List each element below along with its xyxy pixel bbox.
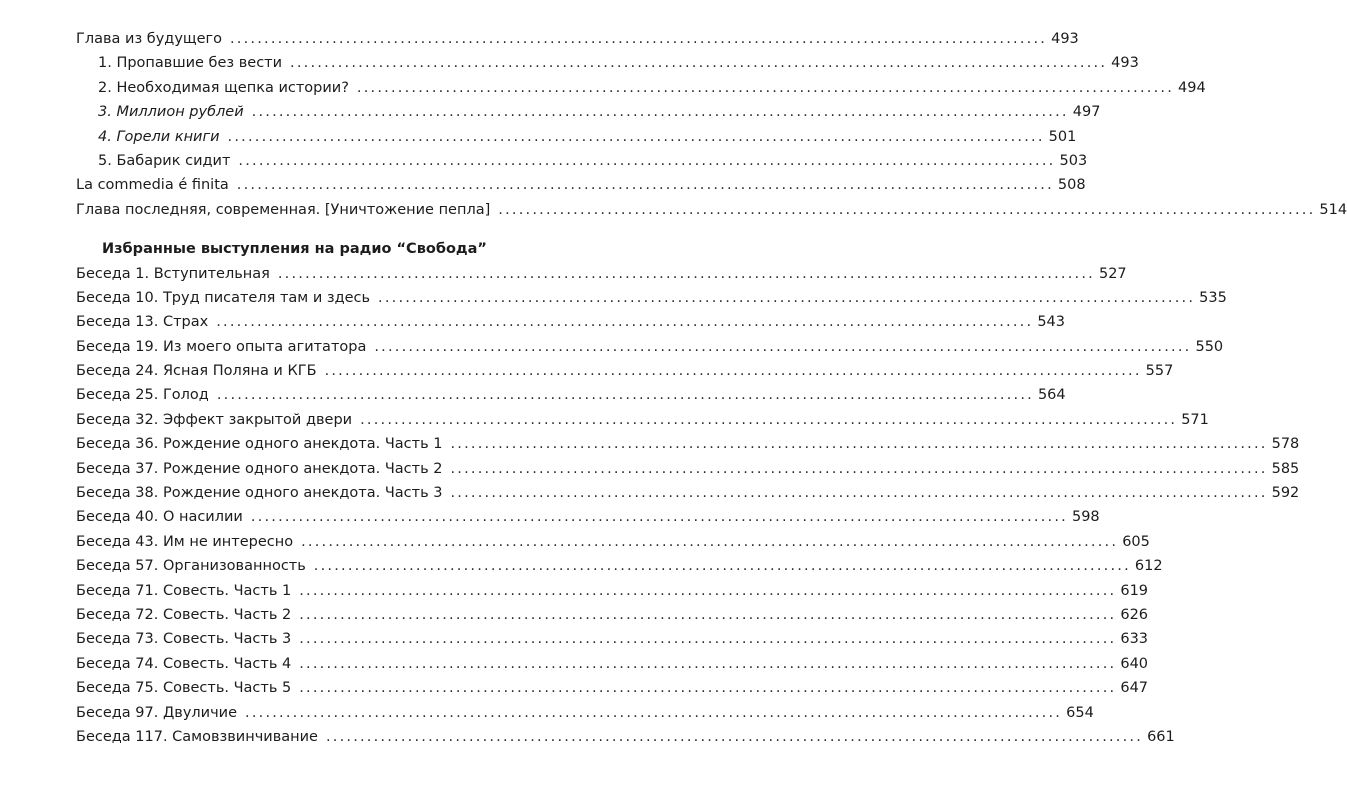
toc-entry bbox=[76, 198, 1347, 222]
page-number: 493 bbox=[1111, 55, 1139, 72]
page-number: 585 bbox=[1271, 460, 1300, 477]
dot-leader: ........................................................................................................................ bbox=[356, 79, 1175, 96]
toc-entry bbox=[76, 676, 1149, 700]
entry-title: 1. Пропавшие без вести bbox=[98, 55, 283, 72]
toc-entry bbox=[76, 173, 1086, 197]
page-number: 557 bbox=[1145, 363, 1174, 380]
dot-leader: ........................................................................................................................ bbox=[245, 704, 1063, 721]
entry-title: Беседа 32. Эффект закрытой двери bbox=[76, 411, 353, 428]
page-number: 494 bbox=[1178, 79, 1206, 96]
dot-leader: ........................................................................................................................ bbox=[299, 606, 1117, 623]
table-of-contents bbox=[76, 27, 1347, 749]
dot-leader: ........................................................................................................................ bbox=[250, 509, 1068, 526]
page-number: 647 bbox=[1120, 680, 1149, 697]
toc-part-1 bbox=[76, 27, 1347, 222]
toc-part-2 bbox=[76, 262, 1300, 750]
entry-title: Беседа 24. Ясная Поляна и КГБ bbox=[76, 363, 317, 380]
dot-leader: ........................................................................................................................ bbox=[229, 31, 1048, 47]
dot-leader: ........................................................................................................................ bbox=[450, 485, 1268, 502]
page-number: 535 bbox=[1199, 289, 1227, 306]
entry-title: Беседа 25. Голод bbox=[76, 387, 209, 404]
dot-leader: ........................................................................................................................ bbox=[238, 152, 1056, 169]
entry-title: Беседа 1. Вступительная bbox=[76, 265, 270, 282]
dot-leader: ........................................................................................................................ bbox=[378, 289, 1196, 306]
entry-title: Беседа 40. О насилии bbox=[76, 509, 243, 526]
dot-leader: ........................................................................................................................ bbox=[325, 728, 1144, 745]
dot-leader: ........................................................................................................................ bbox=[236, 177, 1054, 194]
page-number: 543 bbox=[1037, 314, 1065, 331]
entry-title: Беседа 97. Двуличие bbox=[76, 704, 238, 721]
page-number: 508 bbox=[1057, 177, 1086, 194]
section-heading: Избранные выступления на радио “Свобода” bbox=[102, 241, 487, 258]
page-number: 501 bbox=[1048, 128, 1077, 145]
toc-entry bbox=[76, 603, 1149, 627]
entry-title: Беседа 43. Им не интересно bbox=[76, 533, 294, 550]
page-number: 633 bbox=[1120, 631, 1149, 648]
dot-leader: ........................................................................................................................ bbox=[299, 680, 1117, 697]
page-number: 497 bbox=[1072, 104, 1101, 121]
entry-title: La commedia é finita bbox=[76, 177, 229, 194]
toc-entry bbox=[76, 457, 1300, 481]
toc-subentry bbox=[76, 125, 1077, 149]
dot-leader: ........................................................................................................................ bbox=[313, 558, 1131, 575]
entry-title: 5. Бабарик сидит bbox=[98, 152, 231, 169]
entry-title: Беседа 74. Совесть. Часть 4 bbox=[76, 655, 292, 672]
page-number: 564 bbox=[1037, 387, 1066, 404]
dot-leader: ........................................................................................................................ bbox=[360, 411, 1178, 428]
entry-title: 2. Необходимая щепка истории? bbox=[98, 79, 349, 96]
entry-title: Беседа 36. Рождение одного анекдота. Часть 1 bbox=[76, 436, 443, 453]
toc-entry bbox=[76, 652, 1149, 676]
entry-title: Глава последняя, современная. [Уничтожение пепла] bbox=[76, 201, 491, 218]
toc-entry bbox=[76, 579, 1149, 603]
toc-entry bbox=[76, 310, 1065, 334]
toc-subentry bbox=[76, 76, 1206, 100]
entry-title: Беседа 117. Самовзвинчивание bbox=[76, 728, 318, 745]
dot-leader: ........................................................................................................................ bbox=[498, 201, 1316, 218]
page-number: 598 bbox=[1071, 509, 1100, 526]
toc-entry bbox=[76, 530, 1150, 554]
page-number: 626 bbox=[1120, 606, 1149, 623]
page-number: 503 bbox=[1059, 152, 1088, 169]
page-number: 661 bbox=[1147, 728, 1175, 745]
entry-title: Беседа 37. Рождение одного анекдота. Часть 2 bbox=[76, 460, 443, 477]
page-number: 612 bbox=[1134, 558, 1163, 575]
entry-title: Беседа 71. Совесть. Часть 1 bbox=[76, 582, 292, 599]
page-number: 514 bbox=[1319, 201, 1347, 218]
dot-leader: ........................................................................................................................ bbox=[216, 314, 1034, 331]
toc-entry bbox=[76, 383, 1066, 407]
toc-subentry bbox=[76, 100, 1101, 124]
toc-entry bbox=[76, 554, 1163, 578]
toc-entry bbox=[76, 432, 1300, 456]
dot-leader: ........................................................................................................................ bbox=[299, 655, 1117, 672]
toc-entry bbox=[76, 701, 1094, 725]
page-number: 605 bbox=[1122, 533, 1150, 550]
entry-title: Беседа 75. Совесть. Часть 5 bbox=[76, 680, 292, 697]
entry-title: Беседа 19. Из моего опыта агитатора bbox=[76, 338, 367, 355]
page-number: 654 bbox=[1066, 704, 1094, 721]
page-number: 619 bbox=[1120, 582, 1149, 599]
entry-title: Глава из будущего bbox=[76, 31, 222, 47]
entry-title: Беседа 10. Труд писателя там и здесь bbox=[76, 289, 371, 306]
page-number: 592 bbox=[1271, 485, 1300, 502]
entry-title: Беседа 72. Совесть. Часть 2 bbox=[76, 606, 292, 623]
entry-title: 3. Миллион рублей bbox=[98, 104, 244, 121]
dot-leader: ........................................................................................................................ bbox=[290, 55, 1108, 72]
toc-entry bbox=[76, 27, 1079, 51]
toc-entry bbox=[76, 286, 1227, 310]
toc-entry bbox=[76, 262, 1127, 286]
dot-leader: ........................................................................................................................ bbox=[374, 338, 1192, 355]
toc-entry bbox=[76, 335, 1224, 359]
dot-leader: ........................................................................................................................ bbox=[324, 363, 1142, 380]
toc-entry bbox=[76, 408, 1209, 432]
dot-leader: ........................................................................................................................ bbox=[450, 460, 1268, 477]
dot-leader: ........................................................................................................................ bbox=[299, 631, 1117, 648]
dot-leader: ........................................................................................................................ bbox=[251, 104, 1069, 121]
entry-title: Беседа 38. Рождение одного анекдота. Часть 3 bbox=[76, 485, 443, 502]
entry-title: 4. Горели книги bbox=[98, 128, 220, 145]
toc-entry bbox=[76, 627, 1149, 651]
page-number: 493 bbox=[1051, 31, 1079, 47]
dot-leader: ........................................................................................................................ bbox=[277, 265, 1095, 282]
entry-title: Беседа 73. Совесть. Часть 3 bbox=[76, 631, 292, 648]
page-number: 527 bbox=[1098, 265, 1127, 282]
toc-entry bbox=[76, 505, 1100, 529]
page-number: 640 bbox=[1120, 655, 1149, 672]
page-number: 578 bbox=[1271, 436, 1300, 453]
entry-title: Беседа 57. Организованность bbox=[76, 558, 306, 575]
dot-leader: ........................................................................................................................ bbox=[227, 128, 1045, 145]
dot-leader: ........................................................................................................................ bbox=[450, 436, 1268, 453]
toc-entry bbox=[76, 725, 1175, 749]
dot-leader: ........................................................................................................................ bbox=[299, 582, 1117, 599]
toc-subentry bbox=[76, 149, 1088, 173]
toc-entry bbox=[76, 481, 1300, 505]
entry-title: Беседа 13. Страх bbox=[76, 314, 209, 331]
toc-entry bbox=[76, 359, 1174, 383]
page-number: 571 bbox=[1181, 411, 1209, 428]
dot-leader: ........................................................................................................................ bbox=[301, 533, 1119, 550]
page-number: 550 bbox=[1195, 338, 1224, 355]
toc-subentry bbox=[76, 51, 1139, 75]
dot-leader: ........................................................................................................................ bbox=[216, 387, 1034, 404]
